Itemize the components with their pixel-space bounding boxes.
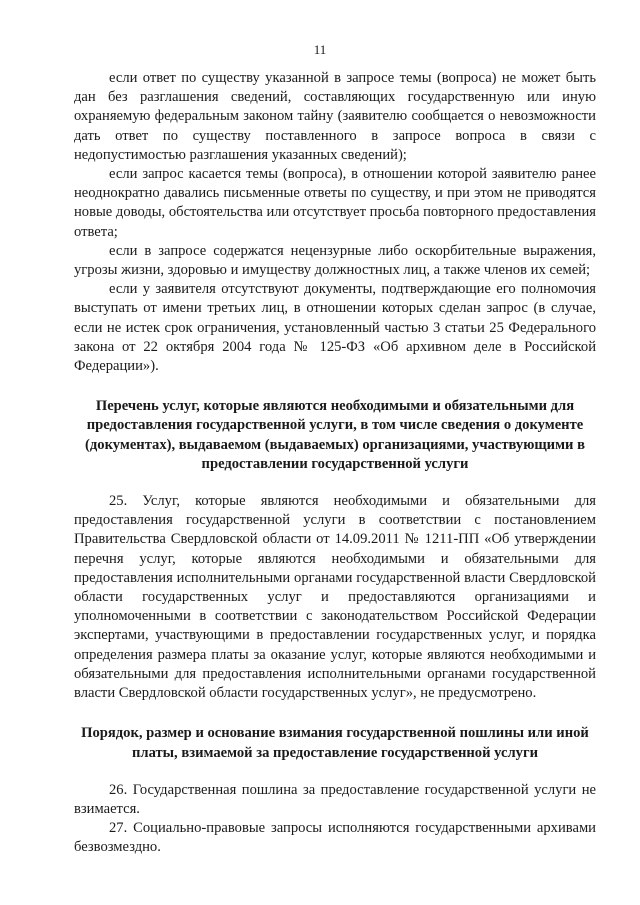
paragraph-refusal-no-authority: если у заявителя отсутствуют документы, подтверждающие его полномочия выступать от имени третьих лиц, в отношении которых сделан запрос (в случае, если не истек срок ограничения, установленный частью 3 статьи 25 Федерального закона от 22 октября 2004 года № 125-ФЗ «Об архивном деле в Российской Федерации»).: [74, 281, 596, 375]
paragraph-25: 25. Услуг, которые являются необходимыми и обязательными для предоставления государственной услуги в соответствии с постановлением Правительства Свердловской области от 14.09.2011 № 1211-ПП «Об утверждении перечня услуг, которые являются необходимыми и обязательными для предоставления исполнительными органами государственной власти Свердловской области государственных услуг и предоставляются организациями и уполномоченными в соответствии с законодательством Российской Федерации экспертами, участвующими в предоставлении государственных услуг, и порядка определения размера платы за оказание услуг, которые являются необходимыми и обязательными для предоставления исполнительными органами государственной власти Свердловской области государственных услуг», не предусмотрено.: [74, 493, 596, 702]
section-heading-required-services: Перечень услуг, которые являются необходимыми и обязательными для предоставления государственной услуги, в том числе сведения о документе (документах), выдаваемом (выдаваемых) организациями, участвующими в предоставлении государственной услуги: [85, 398, 585, 472]
paragraph-refusal-secret: если ответ по существу указанной в запросе темы (вопроса) не может быть дан без разглашения сведений, составляющих государственную или иную охраняемую федеральным законом тайну (заявителю сообщается о невозможности дать ответ по существу поставленного в запросе вопроса в связи с недопустимостью разглашения указанных сведений);: [74, 70, 596, 163]
paragraph-refusal-repeated: если запрос касается темы (вопроса), в отношении которой заявителю ранее неоднократно давались письменные ответы по существу, и при этом не приводятся новые доводы, обстоятельства или отсутствует просьба повторного предоставления ответа;: [74, 166, 596, 240]
page-number: 11: [313, 42, 327, 57]
paragraph-refusal-offensive: если в запросе содержатся нецензурные либо оскорбительные выражения, угрозы жизни, здоровью и имуществу должностных лиц, а также членов их семей;: [74, 242, 596, 279]
document-body: [74, 69, 596, 858]
paragraph-26: 26. Государственная пошлина за предоставление государственной услуги не взимается.: [74, 781, 596, 817]
paragraph-27: 27. Социально-правовые запросы исполняются государственными архивами безвозмездно.: [74, 820, 596, 856]
section-heading-state-fee: Порядок, размер и основание взимания государственной пошлины или иной платы, взимаемой за предоставление государственной услуги: [81, 725, 589, 761]
